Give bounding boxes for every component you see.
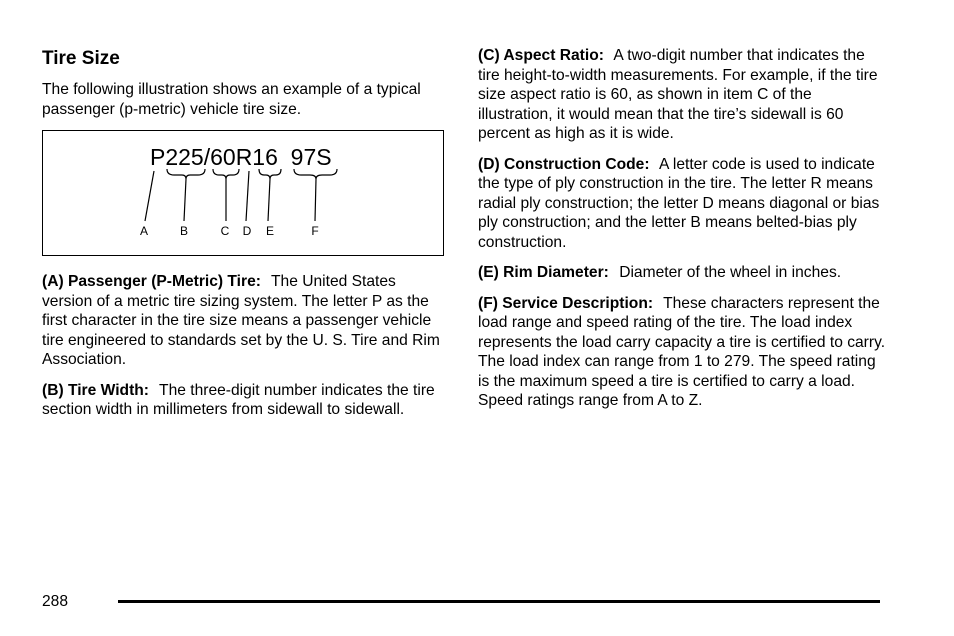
item-c-paragraph (478, 46, 888, 144)
intro-paragraph: The following illustration shows an example of a typical passenger (p-metric) vehicle tire size. (42, 81, 421, 118)
item-d-paragraph (478, 155, 888, 253)
left-column (42, 46, 444, 431)
section-heading: Tire Size (42, 48, 120, 69)
item-a-term: (A) Passenger (P-Metric) Tire: (42, 273, 261, 290)
item-b-text: The three-digit number indicates the tire section width in millimeters from sidewall to sidewall. (42, 381, 435, 418)
callout-lines (145, 169, 337, 221)
item-e-term: (E) Rim Diameter: (478, 264, 609, 281)
brace-c (213, 169, 239, 179)
label-c: C (220, 224, 230, 238)
item-d-term: (D) Construction Code: (478, 155, 650, 173)
label-d: D (242, 224, 252, 238)
item-f-text: These characters represent the load range and speed rating of the tire. The load index represents the load carry capacity a tire is certified to carry. The load index can range from 1 to 279. The speed rating is the maximum speed a tire is certified to carry a load. Speed ratings range from A to Z. (478, 294, 886, 409)
callout-line-b (184, 179, 186, 221)
item-c-text: A two-digit number that indicates the tire height-to-width measurements. For example, if the tire size aspect ratio is 60, as shown in item C of the illustration, it would mean that the tire’s sidewall is 60 percent as high as it is wide. (478, 47, 878, 142)
label-b: B (179, 224, 189, 238)
footer-rule (118, 600, 880, 603)
brace-e (259, 169, 281, 179)
tire-size-diagram (43, 131, 443, 255)
callout-line-a (145, 171, 154, 221)
tire-size-illustration (42, 130, 444, 256)
label-a: A (139, 224, 149, 238)
tire-code-text: P225/60R16 97S (150, 144, 332, 170)
item-b-term: (B) Tire Width: (42, 381, 149, 399)
label-f: F (311, 224, 319, 238)
item-e-paragraph (478, 263, 888, 283)
item-e-text: Diameter of the wheel in inches. (619, 264, 842, 281)
callout-line-f (315, 179, 316, 221)
brace-b (167, 169, 205, 179)
item-a-text: The United States version of a metric tire sizing system. The letter P as the first character in the tire size means a passenger vehicle tire engineered to standards set by the U. S. Tire and Rim Association. (42, 273, 440, 368)
item-f-paragraph (478, 294, 888, 411)
callout-line-d (246, 171, 249, 221)
label-e: E (265, 224, 275, 238)
page-number: 288 (42, 593, 69, 610)
item-d-text: A letter code is used to indicate the type of ply construction in the tire. The letter R means radial ply construction; the letter D means diagonal or bias ply construction; and the letter B means belted-bias ply construction. (478, 155, 880, 251)
brace-f (294, 169, 337, 179)
item-c-term: (C) Aspect Ratio: (478, 47, 604, 64)
item-f-term: (F) Service Description: (478, 294, 654, 312)
callout-line-e (268, 179, 270, 221)
right-column (478, 46, 888, 422)
item-a-paragraph (42, 272, 444, 370)
item-b-paragraph (42, 381, 444, 420)
